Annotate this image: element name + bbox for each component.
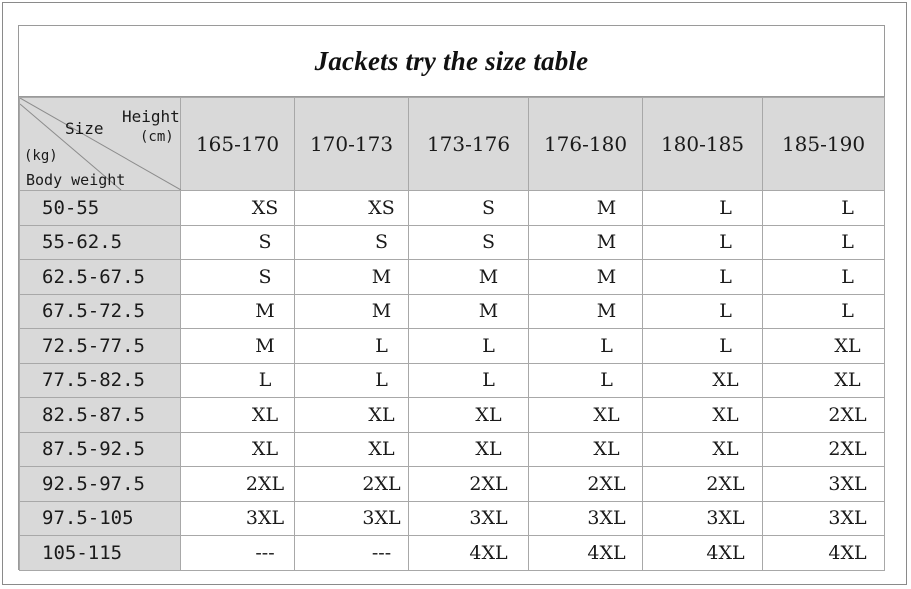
height-label: Height <box>122 107 180 126</box>
size-cell: S <box>409 191 529 226</box>
size-cell: XL <box>529 432 643 467</box>
size-cell: XL <box>643 432 763 467</box>
weight-cell: 67.5-72.5 <box>20 294 181 329</box>
height-column-header: 165-170 <box>181 98 295 191</box>
size-cell: XS <box>295 191 409 226</box>
size-cell: --- <box>295 536 409 571</box>
size-cell: 3XL <box>763 467 885 502</box>
size-cell: L <box>643 191 763 226</box>
table-row <box>20 501 885 536</box>
size-cell: 4XL <box>763 536 885 571</box>
size-cell: 4XL <box>409 536 529 571</box>
size-cell: M <box>409 294 529 329</box>
size-cell: XL <box>409 432 529 467</box>
weight-cell: 55-62.5 <box>20 225 181 260</box>
weight-cell: 77.5-82.5 <box>20 363 181 398</box>
size-cell: L <box>529 329 643 364</box>
size-cell: XL <box>643 398 763 433</box>
size-cell: S <box>409 225 529 260</box>
height-column-header: 173-176 <box>409 98 529 191</box>
size-cell: --- <box>181 536 295 571</box>
size-cell: 4XL <box>643 536 763 571</box>
size-cell: 3XL <box>643 501 763 536</box>
size-cell: M <box>181 329 295 364</box>
size-cell: L <box>763 260 885 295</box>
size-cell: L <box>643 294 763 329</box>
size-cell: M <box>295 294 409 329</box>
table-row <box>20 329 885 364</box>
height-column-header: 176-180 <box>529 98 643 191</box>
weight-cell: 62.5-67.5 <box>20 260 181 295</box>
size-cell: L <box>763 225 885 260</box>
size-cell: L <box>763 294 885 329</box>
size-cell: XL <box>409 398 529 433</box>
table-row <box>20 432 885 467</box>
weight-cell: 50-55 <box>20 191 181 226</box>
size-cell: M <box>295 260 409 295</box>
table-row <box>20 260 885 295</box>
size-cell: XL <box>181 398 295 433</box>
kg-unit-label: (kg) <box>24 148 58 164</box>
size-cell: L <box>643 260 763 295</box>
size-cell: L <box>295 363 409 398</box>
size-cell: XL <box>643 363 763 398</box>
size-cell: S <box>181 260 295 295</box>
size-cell: 4XL <box>529 536 643 571</box>
size-cell: M <box>529 260 643 295</box>
size-cell: 2XL <box>763 398 885 433</box>
table-row <box>20 191 885 226</box>
size-cell: L <box>409 363 529 398</box>
table-row <box>20 398 885 433</box>
size-cell: 3XL <box>181 501 295 536</box>
table-row <box>20 363 885 398</box>
size-cell: 2XL <box>529 467 643 502</box>
size-cell: L <box>181 363 295 398</box>
size-cell: M <box>409 260 529 295</box>
corner-header-cell <box>20 98 181 191</box>
height-column-header: 180-185 <box>643 98 763 191</box>
size-cell: 2XL <box>409 467 529 502</box>
title-bar <box>19 26 884 97</box>
size-cell: M <box>529 225 643 260</box>
size-cell: 2XL <box>763 432 885 467</box>
size-cell: 2XL <box>643 467 763 502</box>
size-chart <box>18 25 885 570</box>
body-weight-label: Body weight <box>26 171 126 189</box>
size-cell: XS <box>181 191 295 226</box>
size-cell: L <box>763 191 885 226</box>
table-title: Jackets try the size table <box>314 45 589 76</box>
size-cell: 3XL <box>763 501 885 536</box>
size-cell: M <box>529 294 643 329</box>
size-cell: S <box>181 225 295 260</box>
weight-cell: 87.5-92.5 <box>20 432 181 467</box>
size-cell: S <box>295 225 409 260</box>
table-row <box>20 294 885 329</box>
size-cell: XL <box>763 363 885 398</box>
header-row <box>20 98 885 191</box>
size-cell: XL <box>295 432 409 467</box>
height-column-header: 170-173 <box>295 98 409 191</box>
size-cell: 3XL <box>409 501 529 536</box>
weight-cell: 82.5-87.5 <box>20 398 181 433</box>
size-cell: L <box>643 329 763 364</box>
size-cell: L <box>529 363 643 398</box>
size-cell: L <box>643 225 763 260</box>
size-cell: L <box>409 329 529 364</box>
size-cell: 3XL <box>529 501 643 536</box>
size-cell: XL <box>295 398 409 433</box>
weight-cell: 105-115 <box>20 536 181 571</box>
size-cell: XL <box>181 432 295 467</box>
size-cell: M <box>181 294 295 329</box>
table-row <box>20 467 885 502</box>
size-cell: XL <box>529 398 643 433</box>
size-label: Size <box>65 119 104 138</box>
size-cell: XL <box>763 329 885 364</box>
weight-cell: 97.5-105 <box>20 501 181 536</box>
size-cell: 2XL <box>181 467 295 502</box>
size-cell: 3XL <box>295 501 409 536</box>
height-column-header: 185-190 <box>763 98 885 191</box>
table-row <box>20 536 885 571</box>
cm-unit-label: (cm) <box>140 129 174 145</box>
size-cell: M <box>529 191 643 226</box>
size-cell: L <box>295 329 409 364</box>
table-row <box>20 225 885 260</box>
weight-cell: 72.5-77.5 <box>20 329 181 364</box>
weight-cell: 92.5-97.5 <box>20 467 181 502</box>
size-cell: 2XL <box>295 467 409 502</box>
size-table <box>19 97 885 571</box>
